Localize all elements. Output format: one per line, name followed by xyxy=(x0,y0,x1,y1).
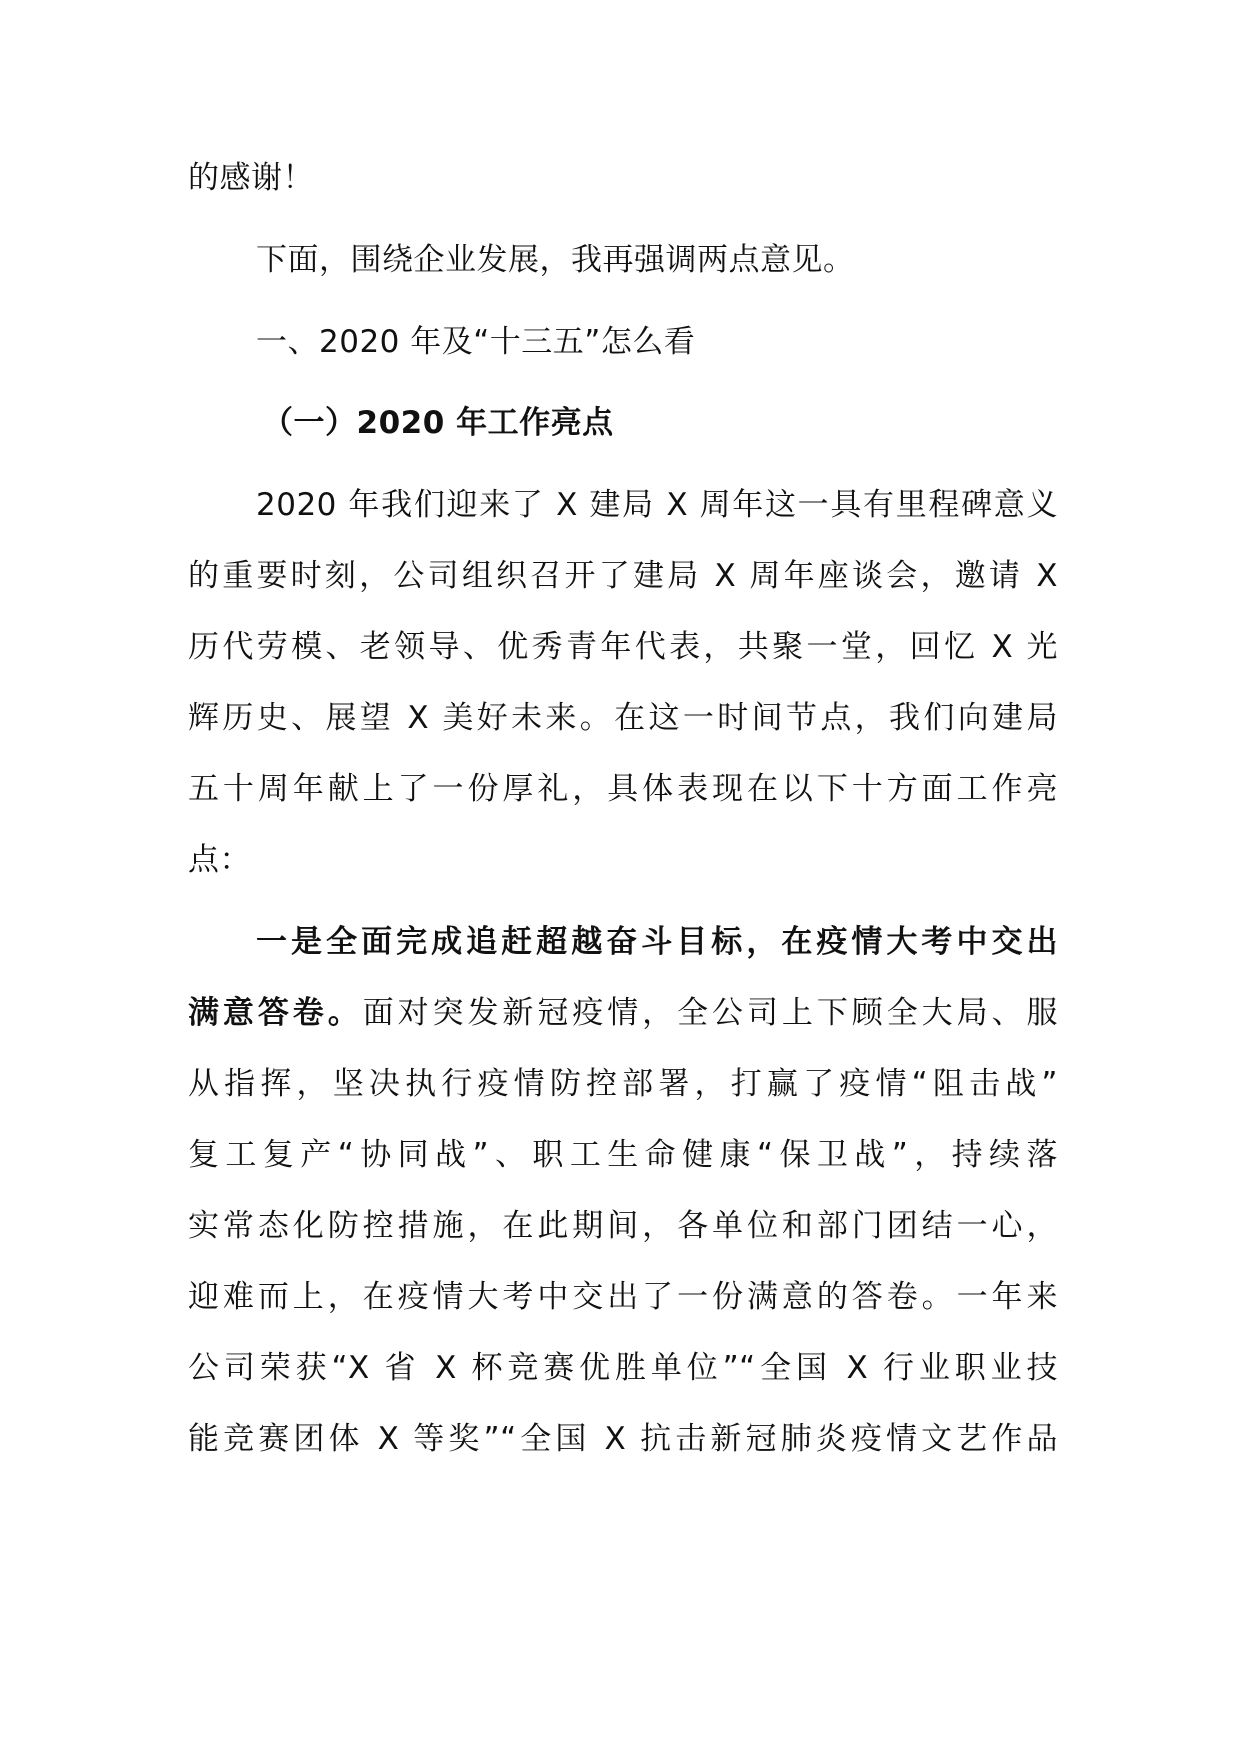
paragraph-line: 五十周年献上了一份厚礼，具体表现在以下十方面工作亮 xyxy=(188,771,1058,807)
section-title: 一、2020 年及“十三五”怎么看 xyxy=(256,324,696,360)
bold-lead-line: 一是全面完成追赶超越奋斗目标，在疫情大考中交出 xyxy=(256,924,1058,960)
paragraph-line: 复工复产“协同战”、职工生命健康“保卫战”，持续落 xyxy=(188,1137,1058,1173)
paragraph-line: 从指挥，坚决执行疫情防控部署，打赢了疫情“阻击战” xyxy=(188,1066,1058,1102)
bold-lead-end: 满意答卷。 xyxy=(188,995,363,1031)
paragraph-text: 面对突发新冠疫情，全公司上下顾全大局、服 xyxy=(362,995,1058,1031)
paragraph-line: 点： xyxy=(188,842,251,878)
paragraph-line: 迎难而上，在疫情大考中交出了一份满意的答卷。一年来 xyxy=(188,1279,1058,1315)
paragraph-line: 实常态化防控措施，在此期间，各单位和部门团结一心， xyxy=(188,1208,1058,1244)
intro-paragraph: 下面，围绕企业发展，我再强调两点意见。 xyxy=(256,242,855,278)
closing-line: 的感谢！ xyxy=(188,160,314,196)
paragraph-line: 能竞赛团体 X 等奖”“全国 X 抗击新冠肺炎疫情文艺作品 xyxy=(188,1421,1058,1457)
paragraph-line: 公司荣获“X 省 X 杯竞赛优胜单位”“全国 X 行业职业技 xyxy=(188,1350,1058,1386)
paragraph-line: 2020 年我们迎来了 X 建局 X 周年这一具有里程碑意义 xyxy=(256,487,1058,523)
paragraph-line: 辉历史、展望 X 美好未来。在这一时间节点，我们向建局 xyxy=(188,700,1058,736)
subsection-title: （一）2020 年工作亮点 xyxy=(262,405,614,441)
paragraph-line: 历代劳模、老领导、优秀青年代表，共聚一堂，回忆 X 光 xyxy=(188,629,1058,665)
paragraph-line: 的重要时刻，公司组织召开了建局 X 周年座谈会，邀请 X xyxy=(188,558,1058,594)
paragraph-line xyxy=(188,993,1058,1033)
